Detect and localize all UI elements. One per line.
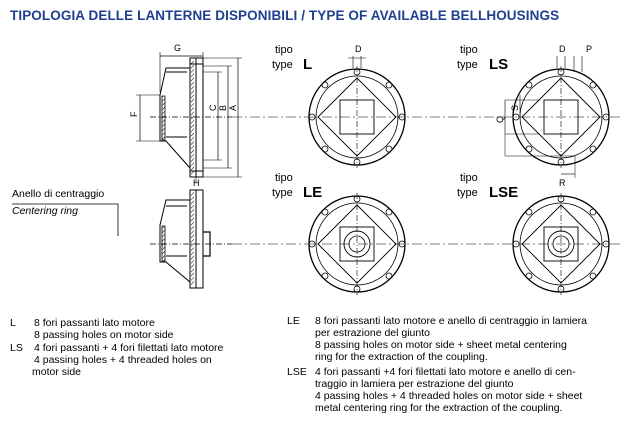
dim-C: C bbox=[208, 104, 218, 111]
type-code-LSE: LSE bbox=[489, 184, 519, 201]
dim-R-LS: R bbox=[559, 178, 566, 188]
legend-code: LSE bbox=[287, 366, 307, 378]
centering-ring-label-it: Anello di centraggio bbox=[12, 188, 105, 200]
type-label-type-LE: type bbox=[272, 187, 293, 199]
legend-LSE bbox=[287, 366, 622, 416]
legend-code: L bbox=[10, 317, 16, 329]
type-label-type-L: type bbox=[272, 59, 293, 71]
side-view-upper bbox=[136, 52, 242, 183]
legend-line: motor side bbox=[32, 366, 82, 378]
dim-P-LS: P bbox=[586, 44, 593, 54]
front-view-L bbox=[309, 56, 405, 168]
legend-line: per estrazione del giunto bbox=[315, 327, 430, 339]
legend-line: traggio in lamiera per estrazione del giunto bbox=[315, 378, 514, 390]
dim-A: A bbox=[228, 104, 238, 111]
centering-ring-label-en: Centering ring bbox=[12, 205, 78, 217]
legend-line: 8 passing holes on motor side + sheet metal centering bbox=[315, 339, 567, 351]
legend-code: LE bbox=[287, 315, 300, 327]
legend-L bbox=[10, 317, 280, 343]
type-code-LS: LS bbox=[489, 56, 509, 73]
type-code-LE: LE bbox=[303, 184, 323, 201]
legend-code: LS bbox=[10, 342, 23, 354]
legend-line: 8 fori passanti lato motore e anello di centraggio in lamiera bbox=[315, 315, 587, 327]
legend-line: 4 passing holes + 4 threaded holes on motor side + sheet bbox=[315, 390, 583, 402]
dim-B: B bbox=[218, 104, 228, 111]
dim-D-LS: D bbox=[559, 44, 566, 54]
dim-F: F bbox=[129, 111, 139, 117]
legend-line: metal centering ring for the extraction of the coupling. bbox=[315, 402, 563, 414]
dim-Q-LS: Q bbox=[495, 115, 505, 123]
type-label-tipo-L: tipo bbox=[275, 44, 293, 56]
dim-S-LS: S bbox=[510, 104, 520, 111]
legend-line: 8 fori passanti lato motore bbox=[34, 317, 155, 329]
legend-LE bbox=[287, 315, 622, 365]
dim-D-L: D bbox=[355, 44, 362, 54]
type-label-type-LS: type bbox=[457, 59, 478, 71]
type-label-type-LSE: type bbox=[457, 187, 478, 199]
legend-line: ring for the extraction of the coupling. bbox=[315, 351, 488, 363]
type-label-tipo-LS: tipo bbox=[460, 44, 478, 56]
legend-line: 4 fori passanti + 4 fori filettati lato motore bbox=[34, 342, 224, 354]
type-label-tipo-LE: tipo bbox=[275, 172, 293, 184]
legend-line: 4 passing holes + 4 threaded holes on bbox=[34, 354, 212, 366]
page-title: TIPOLOGIA DELLE LANTERNE DISPONIBILI / TYPE OF AVAILABLE BELLHOUSINGS bbox=[10, 8, 560, 23]
legend-line: 8 passing holes on motor side bbox=[34, 329, 174, 341]
type-code-L: L bbox=[303, 56, 313, 73]
dim-H: H bbox=[193, 178, 200, 188]
type-label-tipo-LSE: tipo bbox=[460, 172, 478, 184]
legend-LS bbox=[10, 342, 280, 380]
dim-G: G bbox=[174, 43, 182, 53]
legend-line: 4 fori passanti +4 fori filettati lato motore e anello di cen- bbox=[315, 366, 576, 378]
